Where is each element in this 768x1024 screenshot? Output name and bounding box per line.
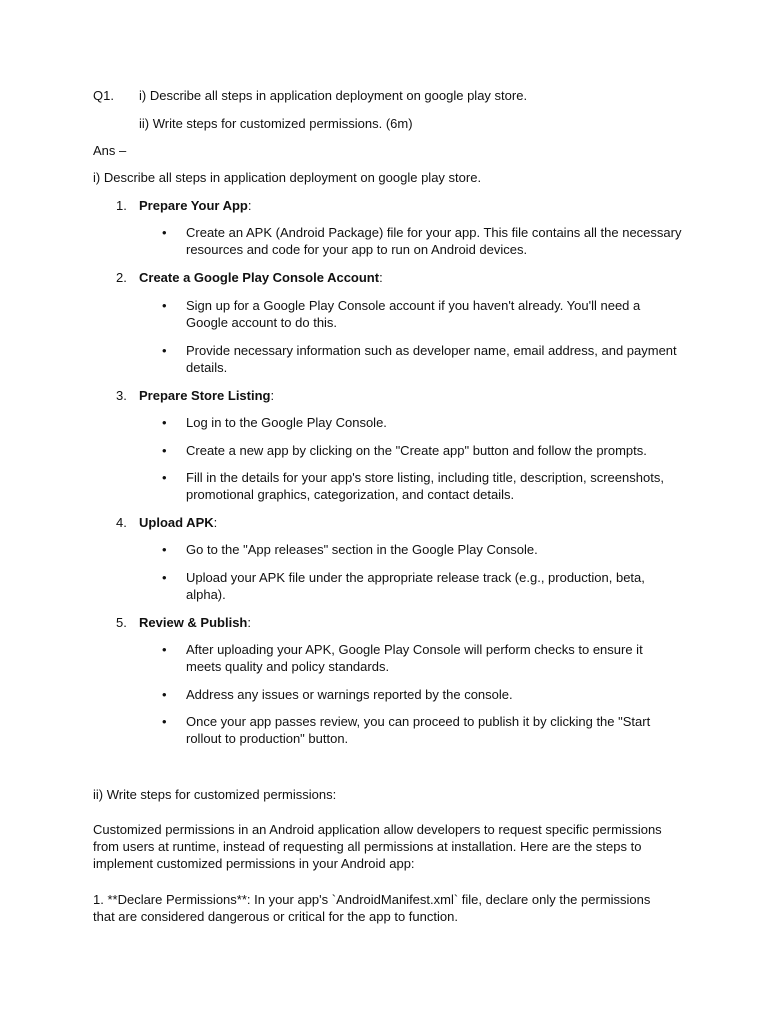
step-title — [139, 269, 383, 286]
step-title-text: Review & Publish — [139, 615, 248, 630]
bullet-line: details. — [186, 360, 228, 375]
question-label: Q1. — [93, 88, 114, 103]
bullet-icon: • — [162, 415, 167, 430]
bullet-icon: • — [162, 298, 167, 313]
section-2-heading: ii) Write steps for customized permissions: — [93, 787, 337, 802]
bullet-line: Upload your APK file under the appropriate release track (e.g., production, beta, — [186, 570, 645, 585]
bullet-icon: • — [162, 570, 167, 585]
answer-label: Ans – — [93, 143, 127, 158]
step-number: 2. — [116, 270, 127, 285]
bullet-line: alpha). — [186, 587, 226, 602]
bullet-line: Fill in the details for your app's store listing, including title, description, screenshots, — [186, 470, 664, 485]
bullet-line: resources and code for your app to run on Android devices. — [186, 242, 528, 257]
step-title — [139, 614, 251, 631]
bullet-icon: • — [162, 687, 167, 702]
bullet-icon: • — [162, 542, 167, 557]
step-number: 4. — [116, 515, 127, 530]
step-number: 5. — [116, 615, 127, 630]
bullet-line: rollout to production" button. — [186, 731, 349, 746]
permission-step-line: that are considered dangerous or critical for the app to function. — [93, 909, 458, 924]
step-title-colon: : — [247, 615, 251, 630]
bullet-icon: • — [162, 642, 167, 657]
step-title-text: Prepare Your App — [139, 198, 248, 213]
step-number: 3. — [116, 388, 127, 403]
bullet-line: Log in to the Google Play Console. — [186, 415, 387, 430]
bullet-line: Create a new app by clicking on the "Create app" button and follow the prompts. — [186, 443, 647, 458]
question-part-1: i) Describe all steps in application deployment on google play store. — [139, 88, 528, 103]
bullet-icon: • — [162, 225, 167, 240]
bullet-line: Create an APK (Android Package) file for your app. This file contains all the necessary — [186, 225, 682, 240]
bullet-icon: • — [162, 470, 167, 485]
permission-step-line: 1. **Declare Permissions**: In your app's `AndroidManifest.xml` file, declare only the permissions — [93, 892, 651, 907]
bullet-line: Once your app passes review, you can proceed to publish it by clicking the "Start — [186, 714, 651, 729]
step-title-text: Create a Google Play Console Account — [139, 270, 380, 285]
intro-line: Customized permissions in an Android application allow developers to request specific permissions — [93, 822, 662, 837]
bullet-line: Sign up for a Google Play Console account if you haven't already. You'll need a — [186, 298, 641, 313]
step-number: 1. — [116, 198, 127, 213]
step-title-text: Prepare Store Listing — [139, 388, 271, 403]
bullet-line: meets quality and policy standards. — [186, 659, 390, 674]
step-title-text: Upload APK — [139, 515, 214, 530]
intro-line: implement customized permissions in your Android app: — [93, 856, 415, 871]
section-1-heading: i) Describe all steps in application deployment on google play store. — [93, 170, 482, 185]
step-title — [139, 197, 251, 214]
bullet-line: Address any issues or warnings reported by the console. — [186, 687, 513, 702]
bullet-icon: • — [162, 343, 167, 358]
bullet-line: Go to the "App releases" section in the Google Play Console. — [186, 542, 538, 557]
step-title-colon: : — [379, 270, 383, 285]
step-title-colon: : — [270, 388, 275, 403]
bullet-line: Provide necessary information such as developer name, email address, and payment — [186, 343, 677, 358]
step-title-colon: : — [213, 515, 218, 530]
bullet-line: Google account to do this. — [186, 315, 338, 330]
bullet-line: promotional graphics, categorization, and contact details. — [186, 487, 515, 502]
bullet-line: After uploading your APK, Google Play Console will perform checks to ensure it — [186, 642, 643, 657]
question-part-2: ii) Write steps for customized permissions. (6m) — [139, 116, 413, 131]
step-title — [139, 387, 274, 404]
bullet-icon: • — [162, 443, 167, 458]
step-title-colon: : — [247, 198, 252, 213]
step-title — [139, 514, 217, 531]
intro-line: from users at runtime, instead of requesting all permissions at installation. Here are the steps to — [93, 839, 642, 854]
bullet-icon: • — [162, 714, 167, 729]
